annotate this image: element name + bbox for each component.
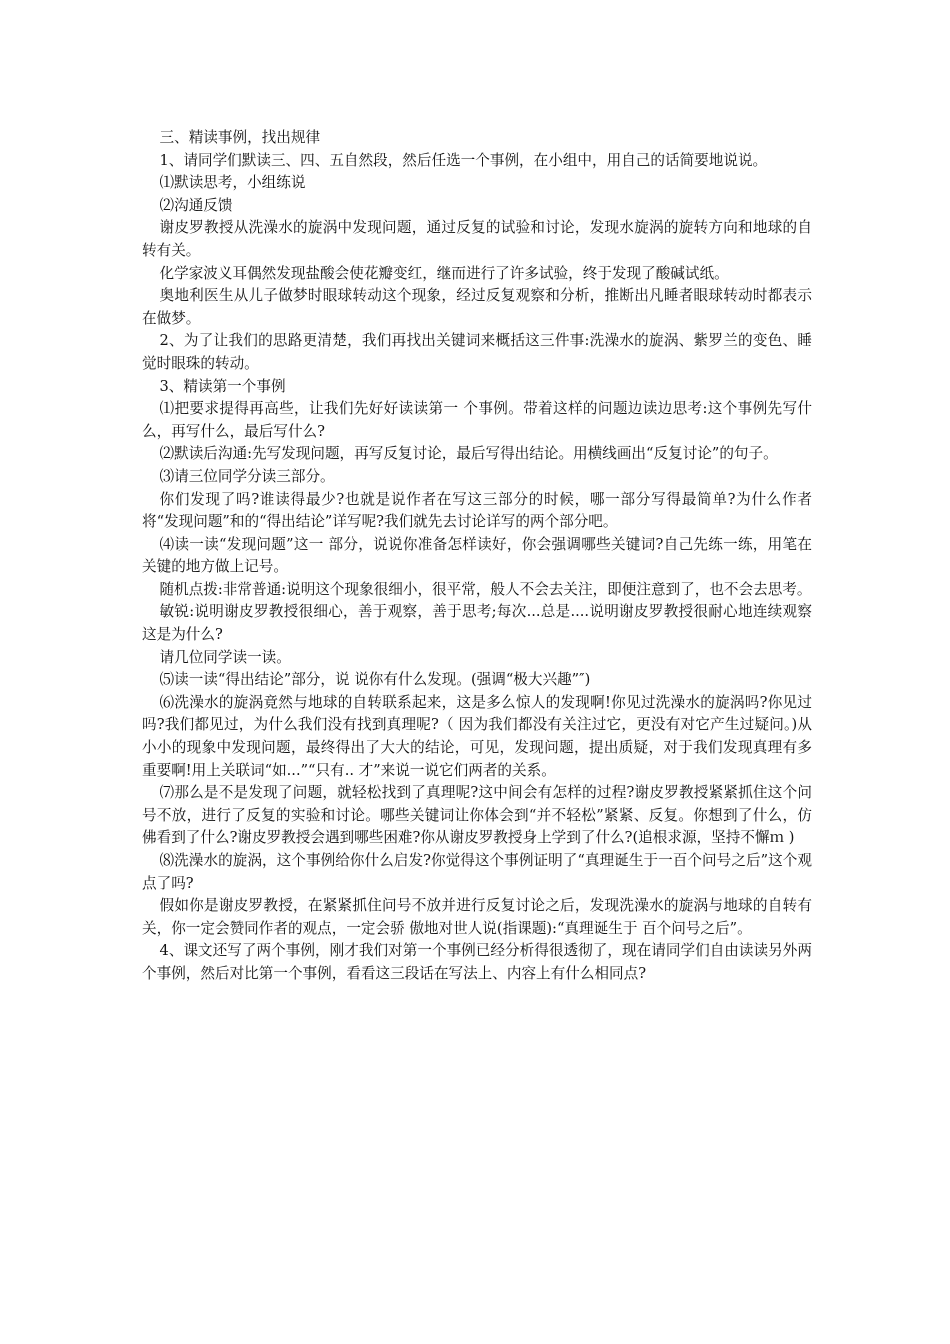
paragraph: 奥地利医生从儿子做梦时眼球转动这个现象，经过反复观察和分析，推断出凡睡者眼球转动时都表示在做梦。 — [142, 287, 812, 327]
paragraph: 敏锐:说明谢皮罗教授很细心，善于观察，善于思考;每次...总是....说明谢皮罗教授很耐心地连续观察这是为什么? — [142, 603, 812, 644]
paragraph: 你们发现了吗?谁读得最少?也就是说作者在写这三部分的时候，哪一部分写得最简单?为什么作者将“发现问题”和的“得出结论”详写呢?我们就先去讨论详写的两个部分吧。 — [142, 490, 812, 531]
paragraph: 随机点拨:非常普通:说明这个现象很细小，很平常，般人不会去关注，即便注意到了，也不会去思考。 — [159, 580, 812, 598]
paragraph: ⑶请三位同学分读三部分。 — [159, 467, 335, 485]
paragraph: ⑻洗澡水的旋涡，这个事例给你什么启发?你觉得这个事例证明了“真理诞生于一百个问号之后”这个观点了吗? — [142, 852, 812, 892]
paragraph: ⑷读一读“发现问题”这一 部分，说说你准备怎样读好，你会强调哪些关键词?自己先练一练，用笔在关键的地方做上记号。 — [142, 535, 812, 576]
paragraph: ⑹洗澡水的旋涡竟然与地球的自转联系起来，这是多么惊人的发现啊!你见过洗澡水的旋涡吗?你见过吗?我们都见过，为什么我们没有找到真理呢?（ 因为我们都没有关注过它，更没有对它产生过疑问。)从小小的现象中发现问题，最终得出了大大的结论，可见，发现问题，提出质疑，对于我们发现真理有多重要啊!用上关联词“如...”“只有.. 才”来说一说它们两者的关系。 — [142, 693, 812, 779]
paragraph: ⑸读一读“得出结论”部分，说 说你有什么发现。(强调“极大兴趣”″) — [159, 671, 591, 689]
document-body — [142, 127, 812, 986]
paragraph: ⑵默读后沟通:先写发现问题，再写反复讨论，最后写得出结论。用横线画出“反复讨论”的句子。 — [159, 445, 778, 463]
paragraph: 2、为了让我们的思路更清楚，我们再找出关键词来概括这三件事:洗澡水的旋涡、紫罗兰的变色、睡觉时眼珠的转动。 — [142, 332, 812, 372]
paragraph: ⑴把要求提得再高些，让我们先好好读读第一 个事例。带着这样的问题边读边思考:这个事例先写什么，再写什么，最后写什么? — [142, 400, 812, 440]
section-heading: 三、精读事例，找出规律 — [159, 129, 321, 146]
paragraph: 1、请同学们默读三、四、五自然段，然后任选一个事例，在小组中，用自己的话简要地说说。 — [159, 151, 768, 169]
paragraph: ⑺那么是不是发现了问题，就轻松找到了真理呢?这中间会有怎样的过程?谢皮罗教授紧紧抓住这个问号不放，进行了反复的实验和讨论。哪些关键词让你体会到“并不轻松”紧紧、反复。你想到了什么，仿佛看到了什么?谢皮罗教授会遇到哪些困难?你从谢皮罗教授身上学到了什么?(追根求源，坚持不懈ｍ ) — [142, 784, 812, 847]
paragraph: 请几位同学读一读。 — [159, 648, 291, 666]
paragraph: ⑴默读思考，小组练说 — [159, 174, 306, 192]
paragraph: 谢皮罗教授从洗澡水的旋涡中发现问题，通过反复的试验和讨论，发现水旋涡的旋转方向和地球的自转有关。 — [142, 219, 812, 259]
paragraph: ⑵沟通反馈 — [159, 196, 233, 214]
paragraph: 假如你是谢皮罗教授，在紧紧抓住问号不放并进行反复讨论之后，发现洗澡水的旋涡与地球的自转有关，你一定会赞同作者的观点，一定会骄 傲地对世人说(指课题):“真理诞生于 百个问号之后”。 — [142, 897, 812, 937]
paragraph: 3、精读第一个事例 — [159, 377, 286, 395]
paragraph: 化学家波义耳偶然发现盐酸会使花瓣变红，继而进行了许多试验，终于发现了酸碱试纸。 — [159, 264, 729, 282]
paragraph: 4、课文还写了两个事例，刚才我们对第一个事例已经分析得很透彻了，现在请同学们自由读读另外两个事例，然后对比第一个事例，看看这三段话在写法上、内容上有什么相同点? — [142, 942, 812, 982]
